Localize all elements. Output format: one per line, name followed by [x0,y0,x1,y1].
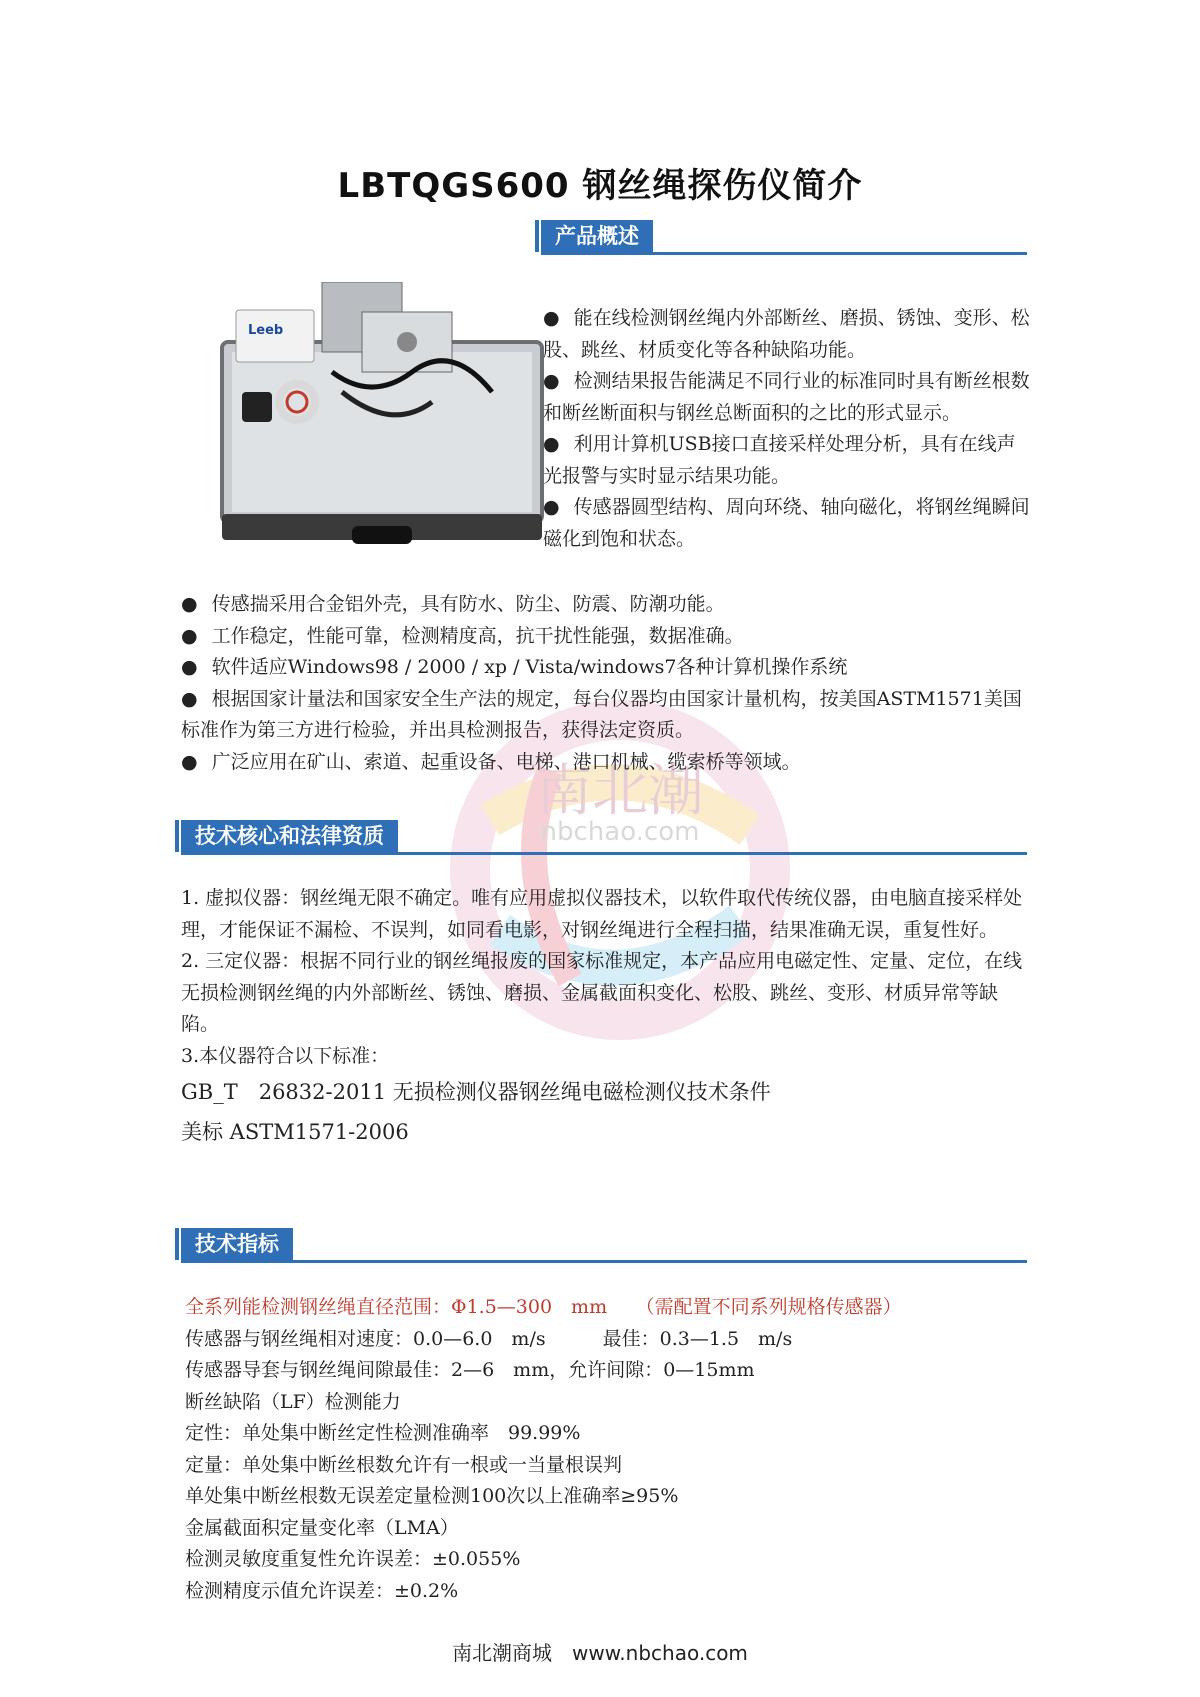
bullet-item: ● 传感器圆型结构、周向环绕、轴向磁化，将钢丝绳瞬间磁化到饱和状态。 [543,492,1033,555]
spec-line: 定性：单处集中断丝定性检测准确率 99.99% [185,1422,581,1444]
spec-highlight: 全系列能检测钢丝绳直径范围：Φ1.5—300 mm （需配置不同系列规格传感器） [185,1296,902,1318]
bullet-item: ● 软件适应Windows98 / 2000 / xp / Vista/windows7各种计算机操作系统 [181,652,1033,684]
core-para: 1. 虚拟仪器：钢丝绳无限不确定。唯有应用虚拟仪器技术，以软件取代传统仪器，由电脑直接采样处理，才能保证不漏检、不误判，如同看电影，对钢丝绳进行全程扫描，结果准确无误，重复性好。 [181,887,1023,941]
core-section-header [181,816,1027,855]
spec-line: 传感器导套与钢丝绳间隙最佳：2—6 mm，允许间隙：0—15mm [185,1359,755,1381]
core-heading: 技术核心和法律资质 [181,820,398,852]
overview-full-bullets [181,589,1033,778]
spec-line: 单处集中断丝根数无误差定量检测100次以上准确率≥95% [185,1485,679,1507]
overview-section-header [541,216,1027,255]
overview-side-bullets [543,303,1033,555]
bullet-item: ● 检测结果报告能满足不同行业的标准同时具有断丝根数和断丝断面积与钢丝总断面积的之比的形式显示。 [543,366,1033,429]
spec-line: 断丝缺陷（LF）检测能力 [185,1390,401,1413]
bullet-item: ● 能在线检测钢丝绳内外部断丝、磨损、锈蚀、变形、松股、跳丝、材质变化等各种缺陷功能。 [543,303,1033,366]
page-title: LBTQGS600 钢丝绳探伤仪简介 [337,166,863,206]
product-image [212,282,552,552]
bullet-item: ● 根据国家计量法和国家安全生产法的规定，每台仪器均由国家计量机构，按美国ASTM1571美国标准作为第三方进行检验，并出具检测报告，获得法定资质。 [181,684,1033,747]
core-paragraphs [181,883,1033,1152]
product-brand: Leeb [248,323,284,338]
core-standard: 美标 ASTM1571-2006 [181,1120,409,1144]
watermark-text: 南北潮 [536,759,704,824]
footer: 南北潮商城 www.nbchao.com [452,1641,748,1665]
bullet-item: ● 工作稳定，性能可靠，检测精度高，抗干扰性能强，数据准确。 [181,621,1033,653]
bullet-item: ● 利用计算机USB接口直接采样处理分析，具有在线声光报警与实时显示结果功能。 [543,429,1033,492]
specs-list [185,1292,1037,1607]
spec-line: 检测精度示值允许误差：±0.2% [185,1579,459,1602]
overview-heading: 产品概述 [541,220,653,252]
core-para: 2. 三定仪器：根据不同行业的钢丝绳报废的国家标准规定，本产品应用电磁定性、定量、定位，在线无损检测钢丝绳的内外部断丝、锈蚀、磨损、金属截面积变化、松股、跳丝、变形、材质异常等缺陷。 [181,950,1023,1035]
watermark-sub: nbchao.com [540,817,700,847]
core-para: 3.本仪器符合以下标准： [181,1044,390,1067]
spec-line: 传感器与钢丝绳相对速度：0.0—6.0 m/s 最佳：0.3—1.5 m/s [185,1327,793,1350]
core-standard: GB_T 26832-2011 无损检测仪器钢丝绳电磁检测仪技术条件 [181,1080,771,1104]
spec-line: 定量：单处集中断丝根数允许有一根或一当量根误判 [185,1453,623,1476]
spec-line: 检测灵敏度重复性允许误差：±0.055% [185,1548,521,1570]
specs-heading: 技术指标 [181,1228,293,1260]
specs-section-header [181,1224,1027,1263]
bullet-item: ● 广泛应用在矿山、索道、起重设备、电梯、港口机械、缆索桥等领域。 [181,747,1033,779]
bullet-item: ● 传感揣采用合金铝外壳，具有防水、防尘、防震、防潮功能。 [181,589,1033,621]
spec-line: 金属截面积定量变化率（LMA） [185,1516,459,1539]
